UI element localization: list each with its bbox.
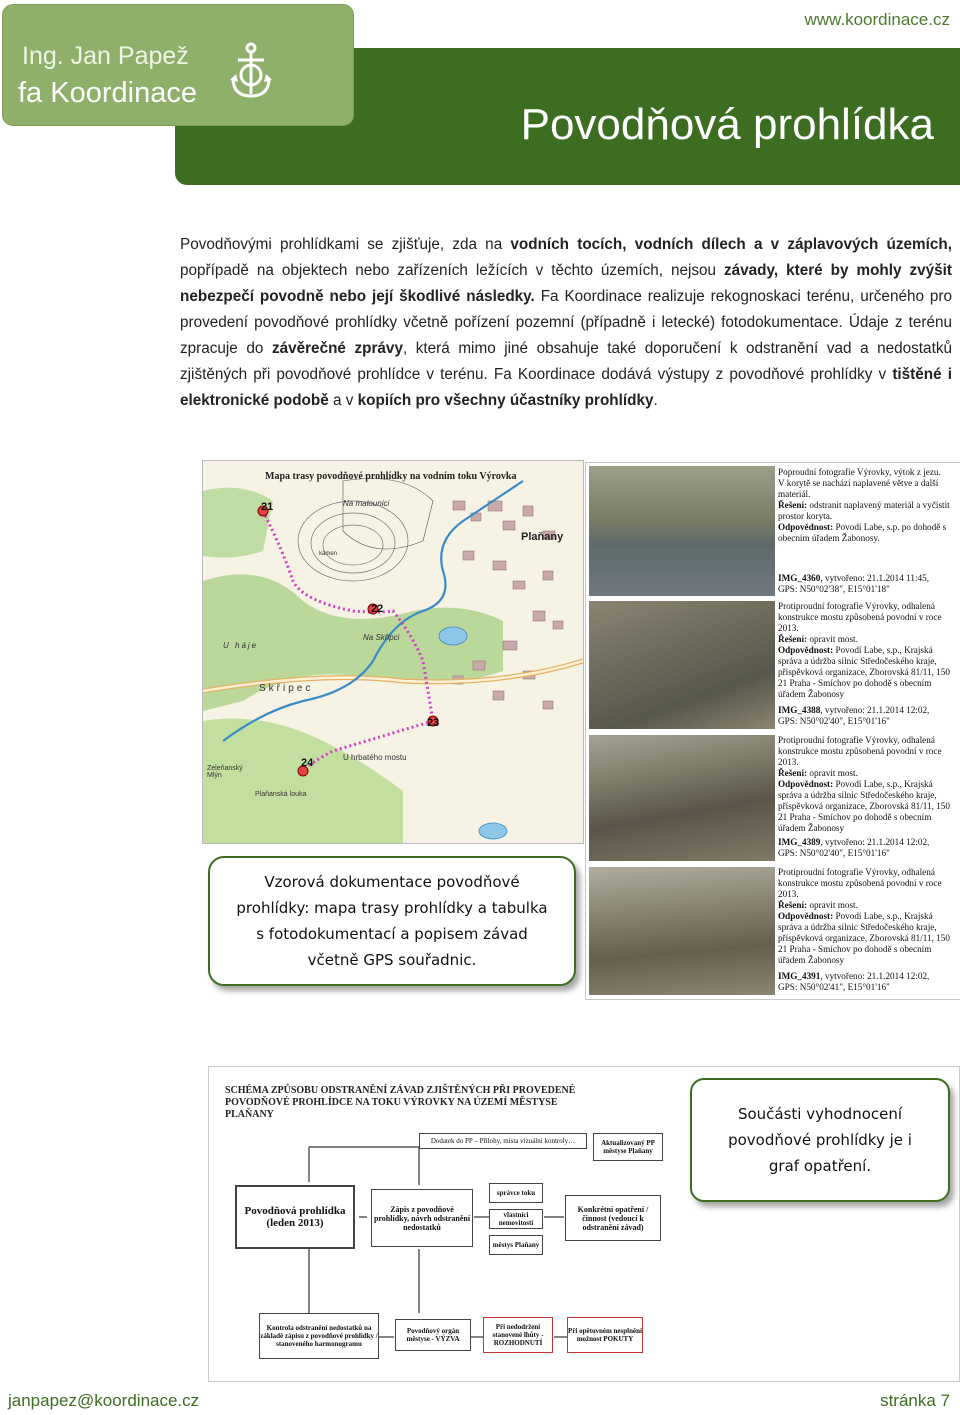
intro-text: . [653, 392, 658, 409]
scheme-box-dodatek: Dodatek do PP – Přílohy, místa vizuální kontroly… [419, 1133, 587, 1149]
responsibility-text: Povodí Labe, s.p., Krajská správa a údržba silnic Středočeského kraje, příspěvková organizace, Zborovská 81/11, 150 21 Praha - Smíchov po dohodě s obecním úřadem Žabonosy [778, 645, 950, 699]
evaluation-callout: Součásti vyhodnocení povodňové prohlídky je i graf opatření. [690, 1078, 950, 1202]
solution-text: opravit most. [807, 900, 858, 910]
responsibility-text: Povodí Labe, s.p., Krajská správa a údržba silnic Středočeského kraje, příspěvková organizace, Zborovská 81/11, 150 21 Praha - Smíchov po dohodě s obecním úřadem Žabonosy [778, 779, 950, 833]
photo-gps: GPS: N50°02'38", E15°01'18" [778, 584, 890, 594]
scheme-box-organ: Povodňový orgán městyse - VÝZVA [395, 1319, 471, 1351]
scheme-box-vlastnici: vlastníci nemovitostí [489, 1209, 543, 1229]
page-number: stránka 7 [880, 1391, 950, 1410]
intro-bold: závěrečné zprávy [271, 340, 403, 357]
anchor-logo-icon [228, 42, 274, 102]
photo-gps: GPS: N50°02'41", E15°01'16" [778, 982, 890, 992]
photo-gps: GPS: N50°02'40", E15°01'16" [778, 848, 890, 858]
description-line: Protiproudní fotografie Výrovky, odhalená konstrukce mostu způsobená povodní v roce 2013. [778, 735, 942, 767]
map-label: U háje [223, 641, 259, 650]
map-label: Plaňanská louka [255, 791, 307, 798]
intro-text: Povodňovými prohlídkami se zjišťuje, zda na [180, 236, 511, 253]
page-title: Povodňová prohlídka [520, 100, 934, 149]
photo-description [778, 867, 958, 966]
photo-date: , vytvořeno: 21.1.2014 12:02, [820, 837, 930, 847]
responsibility-text: Povodí Labe, s.p. po dohodě s obecním úřadem Žabonosy. [778, 522, 947, 543]
photo-bridge-1 [589, 601, 775, 729]
description-line: Protiproudní fotografie Výrovky, odhalená konstrukce mostu způsobená povodní v roce 2013. [778, 601, 942, 633]
route-map [202, 460, 584, 844]
photo-bridge-2 [589, 735, 775, 861]
scheme-title: SCHÉMA ZPŮSOBU ODSTRANĚNÍ ZÁVAD ZJIŠTĚNÝCH PŘI PROVEDENÉ POVODŇOVÉ PROHLÍDCE NA TOKU VÝROVKY NA ÚZEMÍ MĚSTYSE PLAŇANY [225, 1085, 576, 1120]
scheme-box-kontrola: Kontrola odstranění nedostatků na základě zápisu z povodňové prohlídky / stanoveného harmonogramu [259, 1313, 379, 1359]
scheme-box-spravce: správce toku [489, 1183, 543, 1203]
photo-date: , vytvořeno: 21.1.2014 12:02, [820, 705, 930, 715]
photo-date: , vytvořeno: 21.1.2014 11:45, [820, 573, 930, 583]
map-label: Zeleňanský Mlýn [207, 765, 243, 779]
photo-id: IMG_4391 [778, 971, 821, 981]
intro-text: Fa Koordinace realizuje rekognoskaci terénu, určeného pro provedení povodňové prohlídky včetně pořízení pozemní (případně i letecké) fotodokumentace. Údaje z terénu zpracuje do [180, 288, 952, 357]
responsibility-label: Odpovědnost: [778, 522, 834, 532]
map-label: Na Skřipci [363, 633, 400, 642]
photo-date: , vytvořeno: 21.1.2014 12:02, [820, 971, 930, 981]
photo-meta [778, 971, 958, 993]
scheme-box-aktualizovany: Aktualizovaný PP městyse Plaňany [593, 1133, 663, 1161]
responsibility-label: Odpovědnost: [778, 779, 834, 789]
photo-id: IMG_4389 [778, 837, 821, 847]
scheme-box-nedodrzeni: Při nedodržení stanovené lhůty - ROZHODNUTÍ [483, 1317, 553, 1353]
scheme-box-povodnova: Povodňová prohlídka (leden 2013) [235, 1185, 355, 1249]
responsibility-text: Povodí Labe, s.p., Krajská správa a údržba silnic Středočeského kraje, příspěvková organizace, Zborovská 81/11, 150 21 Praha - Smíchov po dohodě s obecním úřadem Žabonosy [778, 911, 950, 965]
photo-bridge-3 [589, 867, 775, 995]
map-label: Plaňany [521, 531, 564, 543]
intro-bold: závady, které by mohly zvýšit nebezpečí povodně nebo její škodlivé následky. [180, 262, 952, 305]
solution-label: Řešení: [778, 634, 808, 644]
responsibility-label: Odpovědnost: [778, 645, 834, 655]
solution-label: Řešení: [778, 768, 808, 778]
photo-meta [778, 837, 958, 859]
photo-meta [778, 573, 958, 595]
photo-description [778, 467, 958, 544]
route-point: 23 [427, 717, 440, 729]
responsibility-label: Odpovědnost: [778, 911, 834, 921]
logo-name: Ing. Jan Papež [22, 42, 189, 70]
photo-river-weir [589, 466, 775, 596]
intro-text: , která mimo jiné obsahuje také doporučení k odstranění vad a nedostatků zjištěných při povodňové prohlídce v terénu. Fa Koordinace dodává výstupy z povodňové prohlídky v [180, 340, 952, 383]
intro-text: popřípadě na objektech nebo zařízeních ležících v těchto územích, nejsou [180, 262, 724, 279]
photo-id: IMG_4388 [778, 705, 821, 715]
map-graphic [203, 461, 583, 843]
intro-bold: kopiích pro všechny účastníky prohlídky [357, 392, 654, 409]
intro-paragraph [180, 232, 952, 414]
route-point: 24 [301, 757, 314, 769]
description-line: V korytě se nachází naplavené větve a další materiál. [778, 478, 939, 499]
solution-label: Řešení: [778, 500, 808, 510]
photo-description [778, 735, 958, 834]
intro-text: a v [328, 392, 358, 409]
solution-text: opravit most. [807, 768, 858, 778]
photo-meta [778, 705, 958, 727]
map-label: Skřipec [259, 683, 314, 694]
solution-label: Řešení: [778, 900, 808, 910]
map-label: kámen [319, 551, 338, 557]
description-line: Poproudní fotografie Výrovky, výtok z jezu. [778, 467, 941, 477]
route-point: 21 [261, 501, 274, 513]
photo-gps: GPS: N50°02'40", E15°01'16" [778, 716, 890, 726]
intro-bold: tištěné i elektronické podobě [180, 366, 952, 409]
solution-text: opravit most. [807, 634, 858, 644]
footer-email[interactable]: janpapez@koordinace.cz [8, 1391, 200, 1410]
intro-bold: vodních tocích, vodních dílech a v záplavových územích, [510, 236, 952, 253]
photo-id: IMG_4360 [778, 573, 821, 583]
solution-text: odstranit naplavený materiál a vyčistit prostor koryta. [778, 500, 950, 521]
scheme-box-zapis: Zápis z povodňové prohlídky, návrh odstranění nedostatků [371, 1189, 473, 1247]
map-label: U hrbatého mostu [343, 753, 407, 762]
scheme-box-konkretni: Konkrétní opatření / činnost (vedoucí k odstranění závad) [565, 1195, 661, 1241]
site-url[interactable]: www.koordinace.cz [804, 10, 950, 29]
documentation-callout: Vzorová dokumentace povodňové prohlídky: mapa trasy prohlídky a tabulka s fotodokumentací a popisem závad včetně GPS souřadnic. [208, 856, 576, 986]
description-line: Protiproudní fotografie Výrovky, odhalená konstrukce mostu způsobená povodní v roce 2013. [778, 867, 942, 899]
scheme-box-mestys: městys Plaňany [489, 1235, 543, 1255]
route-point: 22 [371, 603, 384, 615]
map-title: Mapa trasy povodňové prohlídky na vodním toku Výrovka [265, 471, 517, 482]
photo-description [778, 601, 958, 700]
logo-company: fa Koordinace [18, 77, 197, 109]
photo-documentation-table [585, 462, 960, 1000]
map-label: Na malounici [343, 499, 390, 508]
scheme-box-opetovnem: Při opětovném nesplnění možnost POKUTY [567, 1317, 643, 1353]
